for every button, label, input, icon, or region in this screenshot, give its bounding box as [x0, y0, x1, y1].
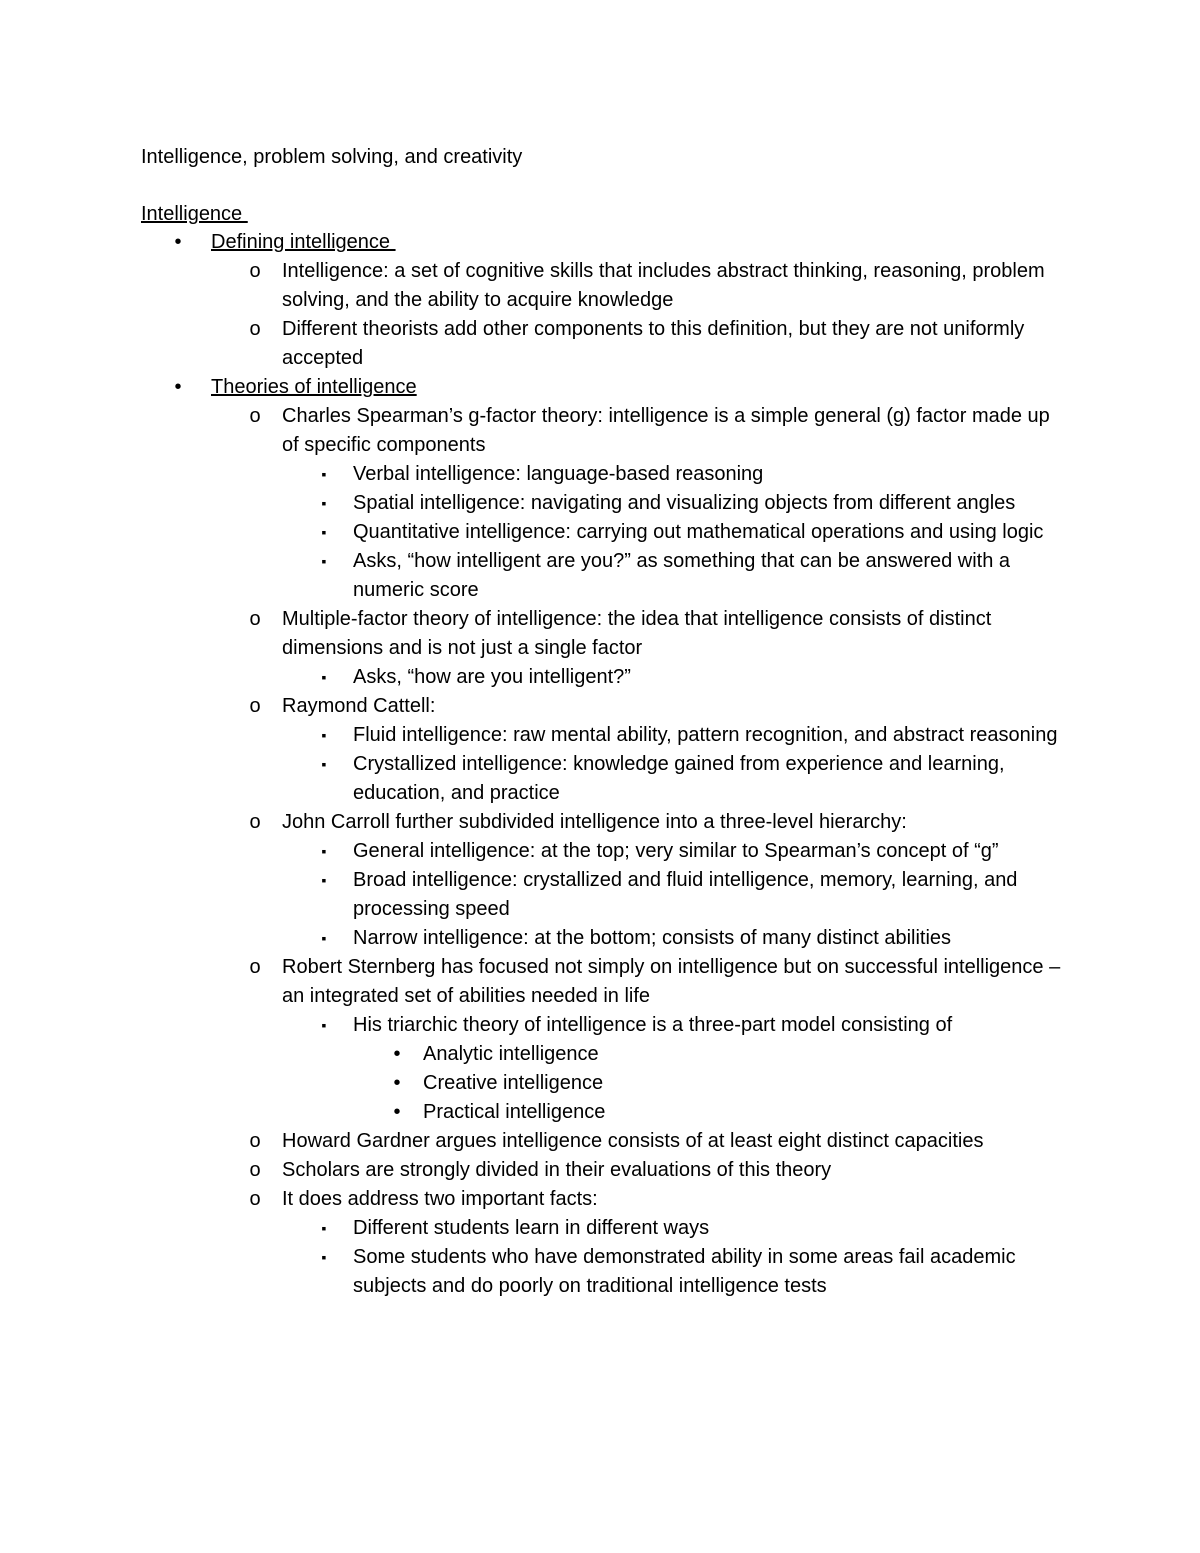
- outline-item-text: Defining intelligence: [211, 231, 396, 253]
- document-title: Intelligence, problem solving, and creativity: [141, 146, 523, 168]
- outline-item-text: Quantitative intelligence: carrying out mathematical operations and using logic: [353, 521, 1044, 543]
- outline-item-text: Analytic intelligence: [423, 1043, 599, 1065]
- outline-item-text: John Carroll further subdivided intelligence into a three-level hierarchy:: [282, 811, 907, 833]
- outline-item-level-2: [0, 315, 1200, 373]
- outline-item-text: Verbal intelligence: language-based reasoning: [353, 463, 764, 485]
- outline-list: [0, 228, 1200, 1301]
- outline-item-text: Broad intelligence: crystallized and fluid intelligence, memory, learning, and processing speed: [353, 869, 1018, 920]
- circle-marker-icon: o: [249, 1188, 261, 1210]
- outline-item-level-2: [0, 257, 1200, 315]
- outline-item-level-3: [0, 924, 1200, 953]
- outline-item-level-4: [0, 1069, 1200, 1098]
- outline-item-level-3: [0, 1011, 1200, 1040]
- outline-item-text: His triarchic theory of intelligence is a three-part model consisting of: [353, 1014, 953, 1036]
- outline-item-level-3: [0, 866, 1200, 924]
- square-marker-icon: ▪: [321, 930, 327, 946]
- outline-item-text: Theories of intelligence: [211, 376, 417, 398]
- bullet-marker-icon: •: [174, 231, 182, 253]
- square-marker-icon: ▪: [321, 669, 327, 685]
- outline-item-level-1: [0, 228, 1200, 257]
- outline-item-text: Scholars are strongly divided in their evaluations of this theory: [282, 1159, 832, 1181]
- outline-item-level-3: [0, 489, 1200, 518]
- circle-marker-icon: o: [249, 1130, 261, 1152]
- bullet-marker-icon: •: [174, 376, 182, 398]
- outline-item-level-2: [0, 953, 1200, 1011]
- outline-item-level-3: [0, 1243, 1200, 1301]
- outline-item-text: Different theorists add other components to this definition, but they are not uniformly accepted: [282, 318, 1025, 369]
- bullet-marker-icon: •: [393, 1043, 401, 1065]
- square-marker-icon: ▪: [321, 1249, 327, 1265]
- circle-marker-icon: o: [249, 695, 261, 717]
- outline-item-level-3: [0, 750, 1200, 808]
- outline-item-level-3: [0, 547, 1200, 605]
- outline-item-level-3: [0, 460, 1200, 489]
- square-marker-icon: ▪: [321, 872, 327, 888]
- outline-item-text: Intelligence: a set of cognitive skills that includes abstract thinking, reasoning, problem solving, and the ability to acquire knowledge: [282, 260, 1045, 311]
- circle-marker-icon: o: [249, 811, 261, 833]
- outline-item-level-2: [0, 1156, 1200, 1185]
- outline-item-level-3: [0, 721, 1200, 750]
- outline-item-text: Some students who have demonstrated ability in some areas fail academic subjects and do poorly on traditional intelligence tests: [353, 1246, 1016, 1297]
- outline-item-level-2: [0, 808, 1200, 837]
- section-heading: Intelligence: [141, 203, 248, 225]
- square-marker-icon: ▪: [321, 1220, 327, 1236]
- outline-item-text: Narrow intelligence: at the bottom; consists of many distinct abilities: [353, 927, 952, 949]
- outline-item-text: Asks, “how are you intelligent?”: [353, 666, 631, 688]
- outline-item-text: Charles Spearman’s g-factor theory: intelligence is a simple general (g) factor made up of specific components: [282, 405, 1050, 456]
- outline-item-text: It does address two important facts:: [282, 1188, 598, 1210]
- circle-marker-icon: o: [249, 608, 261, 630]
- circle-marker-icon: o: [249, 956, 261, 978]
- square-marker-icon: ▪: [321, 495, 327, 511]
- outline-item-level-2: [0, 402, 1200, 460]
- outline-item-level-1: [0, 373, 1200, 402]
- circle-marker-icon: o: [249, 260, 261, 282]
- square-marker-icon: ▪: [321, 843, 327, 859]
- outline-item-level-4: [0, 1098, 1200, 1127]
- square-marker-icon: ▪: [321, 1017, 327, 1033]
- circle-marker-icon: o: [249, 405, 261, 427]
- bullet-marker-icon: •: [393, 1101, 401, 1123]
- square-marker-icon: ▪: [321, 466, 327, 482]
- outline-item-level-3: [0, 663, 1200, 692]
- outline-item-level-2: [0, 605, 1200, 663]
- outline-item-text: Spatial intelligence: navigating and visualizing objects from different angles: [353, 492, 1016, 514]
- outline-item-text: Creative intelligence: [423, 1072, 604, 1094]
- outline-item-level-3: [0, 518, 1200, 547]
- outline-item-level-4: [0, 1040, 1200, 1069]
- outline-item-level-2: [0, 1185, 1200, 1214]
- outline-item-text: Robert Sternberg has focused not simply on intelligence but on successful intelligence – an integrated set of abilities needed in life: [282, 956, 1061, 1007]
- outline-item-level-3: [0, 837, 1200, 866]
- square-marker-icon: ▪: [321, 553, 327, 569]
- square-marker-icon: ▪: [321, 756, 327, 772]
- outline-item-text: Asks, “how intelligent are you?” as something that can be answered with a numeric score: [353, 550, 1011, 601]
- outline-item-text: Practical intelligence: [423, 1101, 606, 1123]
- outline-item-text: Different students learn in different ways: [353, 1217, 710, 1239]
- circle-marker-icon: o: [249, 1159, 261, 1181]
- circle-marker-icon: o: [249, 318, 261, 340]
- outline-item-level-2: [0, 692, 1200, 721]
- outline-item-text: Crystallized intelligence: knowledge gained from experience and learning, education, and practice: [353, 753, 1005, 804]
- outline-item-level-3: [0, 1214, 1200, 1243]
- outline-item-text: Raymond Cattell:: [282, 695, 436, 717]
- square-marker-icon: ▪: [321, 524, 327, 540]
- outline-item-text: Multiple-factor theory of intelligence: the idea that intelligence consists of distinct dimensions and is not just a single factor: [282, 608, 992, 659]
- outline-item-level-2: [0, 1127, 1200, 1156]
- outline-item-text: Howard Gardner argues intelligence consists of at least eight distinct capacities: [282, 1130, 984, 1152]
- outline-item-text: General intelligence: at the top; very similar to Spearman’s concept of “g”: [353, 840, 999, 862]
- square-marker-icon: ▪: [321, 727, 327, 743]
- bullet-marker-icon: •: [393, 1072, 401, 1094]
- outline-item-text: Fluid intelligence: raw mental ability, pattern recognition, and abstract reasoning: [353, 724, 1058, 746]
